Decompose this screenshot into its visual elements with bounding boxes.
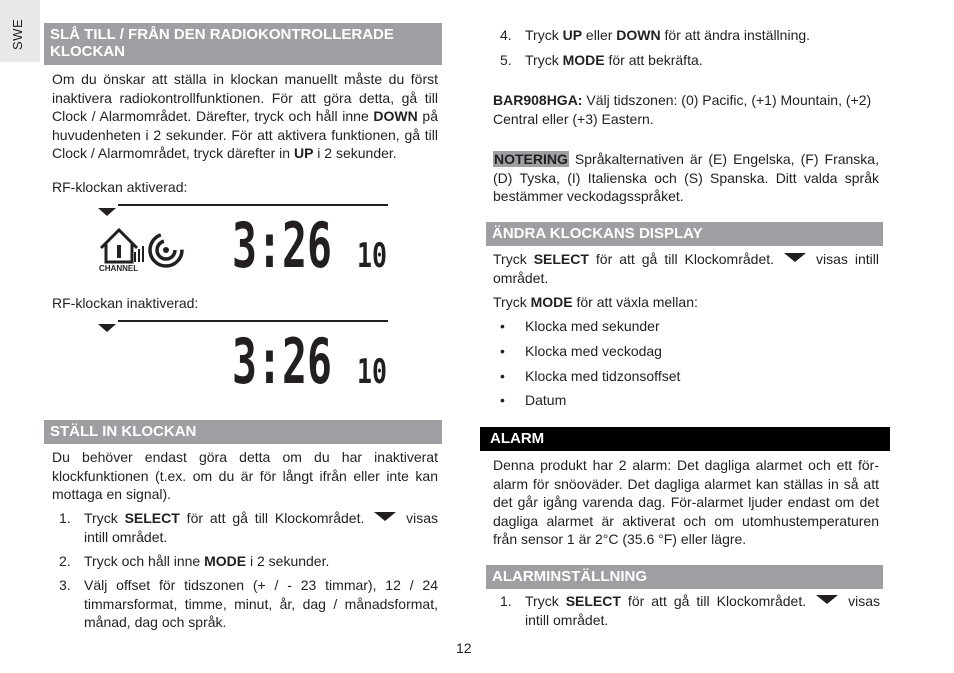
text-run: på huvudenheten i 2 sekunder. För att aktivera funktionen, gå till Clock / Alarmområdet, tryck därefter in — [52, 108, 438, 161]
section-title-set-clock: STÄLL IN KLOCKAN — [44, 420, 442, 444]
lcd-seconds: 10 — [357, 236, 387, 276]
rf-instructions-paragraph — [52, 70, 438, 163]
section-title-alarm: ALARM — [480, 427, 890, 451]
lcd-display-rf-off — [96, 320, 392, 392]
note-tag: NOTERING — [494, 151, 568, 167]
rf-off-label: RF-klockan inaktiverad: — [52, 295, 199, 311]
text-run: i 2 sekunder. — [313, 145, 397, 161]
lcd-time: 3:26 — [232, 325, 332, 392]
bar-model-note: BAR908HGA: Välj tidszonen: (0) Pacific, (+1) Mountain, (+2) Central eller (+3) Eastern. — [493, 92, 872, 127]
section-title-rf-toggle: SLÅ TILL / FRÅN DEN RADIOKONTROLLERADE KLOCKAN — [44, 23, 442, 65]
down-arrow-icon — [784, 253, 806, 262]
mode-toggle-line: Tryck MODE för att växla mellan: — [493, 294, 698, 310]
display-indicator-arrow — [98, 208, 116, 216]
language-tab — [0, 0, 40, 62]
set-clock-paragraph: Du behöver endast göra detta om du har inaktiverat klockfunktionen (t.ex. om du är för långt ifrån eller inte kan mottaga en signal). — [52, 449, 438, 502]
lcd-seconds: 10 — [357, 352, 387, 392]
alarm-paragraph: Denna produkt har 2 alarm: Det dagliga alarmet och ett för-alarm för snöoväder. Det dagliga alarmet kan ställas in så att det går igång varenda dag. För-alarmet ljuder endast om det dagliga alarmet är aktiverat och om utomhustemperaturen från sensor 1 är 2°C (35.6 °F) eller lägre. — [493, 457, 879, 547]
radio-signal-icon — [150, 234, 182, 266]
rf-on-label: RF-klockan aktiverad: — [52, 179, 188, 195]
display-indicator-arrow — [98, 324, 116, 332]
lcd-time: 3:26 — [232, 209, 332, 276]
svg-text:CHANNEL: CHANNEL — [99, 264, 139, 273]
bold-key-label: UP — [293, 145, 314, 161]
down-arrow-icon — [374, 512, 396, 521]
section-title-alarm-settings: ALARMINSTÄLLNING — [486, 565, 883, 589]
section-title-change-display: ÄNDRA KLOCKANS DISPLAY — [486, 222, 883, 246]
lcd-display-rf-on — [96, 204, 392, 276]
page-number: 12 — [456, 640, 472, 656]
down-arrow-icon — [816, 595, 838, 604]
change-display-line: Tryck SELECT för att gå till Klockområdet. visas intill området. — [493, 251, 879, 286]
house-channel-icon — [99, 230, 144, 273]
language-note: NOTERING Språkalternativen är (E) Engelska, (F) Franska, (D) Tyska, (I) Italienska och (S) Spanska. Ditt valda språk bestämmer veckodagsspråket. — [493, 151, 879, 204]
language-tab-label: SWE — [10, 18, 25, 50]
bold-key-label: DOWN — [373, 108, 418, 124]
text-run: Om du önskar att ställa in klockan manuellt måste du först inaktivera radiokontrollfunktionen. För att göra detta, gå till Clock / Alarmområdet. Därefter, tryck och håll inne — [52, 71, 438, 124]
